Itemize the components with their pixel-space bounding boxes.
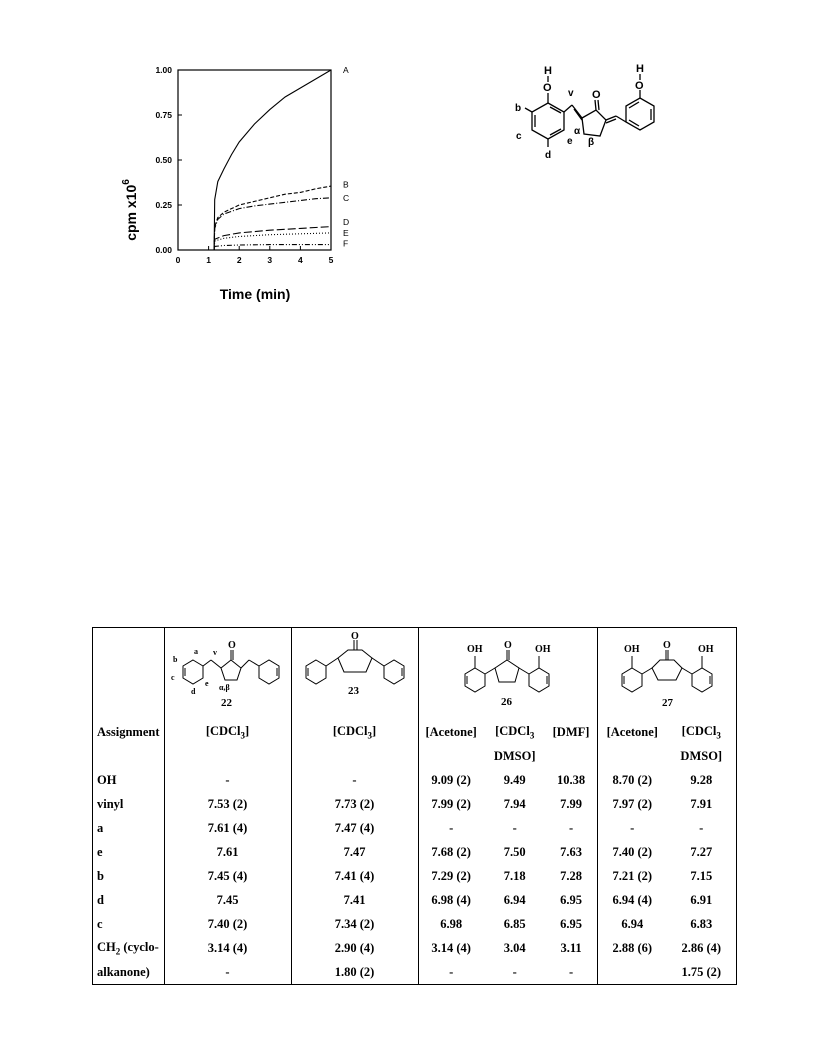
cell-c27b: 7.15 bbox=[690, 868, 713, 883]
y-tick-label: 0.75 bbox=[155, 110, 172, 120]
cell-c27a: - bbox=[597, 816, 667, 840]
y-axis-label: cpm $x10^6$ bbox=[121, 179, 139, 241]
left-aromatic-ring bbox=[532, 103, 564, 139]
table-row bbox=[93, 792, 737, 816]
solvent-23: [CDCl$_3$] bbox=[291, 720, 418, 744]
row-label: c bbox=[97, 916, 103, 931]
cell-c26c: 3.11 bbox=[560, 940, 582, 955]
row-label: alkanone) bbox=[97, 964, 150, 979]
cell-c23: 7.34 (2) bbox=[291, 912, 418, 936]
cyclopentanone-ring bbox=[582, 110, 606, 136]
svg-text:OH: OH bbox=[466, 644, 483, 655]
legend-label-B: B bbox=[343, 179, 349, 190]
cell-c27a: 7.21 (2) bbox=[597, 864, 667, 888]
cell-c26c: 7.28 bbox=[560, 868, 582, 883]
x-tick-label: 5 bbox=[328, 255, 334, 265]
cell-c22: 3.14 (4) bbox=[164, 936, 291, 960]
structure-26 bbox=[418, 628, 597, 721]
solvent-header-row-2 bbox=[93, 744, 737, 768]
cell-c23: - bbox=[291, 768, 418, 792]
label-b: b bbox=[515, 103, 522, 114]
cell-c26a: 3.14 (4) bbox=[418, 936, 484, 960]
table-row bbox=[93, 816, 737, 840]
atom-o-ketone: O bbox=[592, 89, 601, 101]
solvent-header-row bbox=[93, 720, 737, 744]
cell-c22: 7.61 bbox=[164, 840, 291, 864]
cell-c26a: - bbox=[418, 960, 484, 985]
series-line-C bbox=[178, 198, 331, 250]
x-tick-label: 3 bbox=[267, 255, 273, 265]
cell-c26a: 6.98 bbox=[418, 912, 484, 936]
x-tick-label: 2 bbox=[236, 255, 242, 265]
compound-number: 23 bbox=[347, 685, 359, 697]
structure-22 bbox=[164, 628, 291, 721]
row-label: d bbox=[97, 892, 104, 907]
cell-c26a: - bbox=[418, 816, 484, 840]
cell-c26b: 7.18 bbox=[503, 868, 526, 883]
solvent-26-dmf: [DMF] bbox=[552, 724, 590, 739]
label-c: c bbox=[516, 131, 522, 142]
compound-number: 26 bbox=[500, 696, 512, 708]
legend-label-A: A bbox=[343, 65, 349, 75]
cell-c27b: 7.27 bbox=[690, 844, 713, 859]
cell-c27a: 7.97 (2) bbox=[597, 792, 667, 816]
cell-c26b: 9.49 bbox=[503, 772, 526, 787]
series-line-A bbox=[178, 70, 331, 250]
cell-c23: 7.41 bbox=[291, 888, 418, 912]
table-row bbox=[93, 864, 737, 888]
structure-row bbox=[93, 628, 737, 721]
cell-c26a: 9.09 (2) bbox=[418, 768, 484, 792]
cell-c26c: 7.99 bbox=[560, 796, 582, 811]
atom-o-right: O bbox=[635, 80, 644, 92]
cell-c26b: 7.50 bbox=[503, 844, 526, 859]
atom-h-right: H bbox=[636, 63, 644, 75]
cell-c22: - bbox=[164, 768, 291, 792]
cell-c22: - bbox=[164, 960, 291, 985]
table-body bbox=[93, 768, 737, 985]
solvent-22: [CDCl$_3$] bbox=[164, 720, 291, 744]
legend-label-E: E bbox=[343, 227, 349, 238]
cell-c27b: 6.83 bbox=[690, 916, 713, 931]
x-tick-label: 4 bbox=[298, 255, 303, 265]
cell-c27b: 6.91 bbox=[690, 892, 713, 907]
right-aromatic-ring bbox=[626, 98, 654, 130]
solvent-26-dmso: DMSO] bbox=[493, 748, 536, 763]
svg-text:O: O bbox=[227, 640, 236, 651]
row-label: a bbox=[97, 820, 104, 835]
svg-text:e: e bbox=[204, 679, 209, 688]
cell-c23: 7.47 (4) bbox=[291, 816, 418, 840]
svg-text:d: d bbox=[190, 687, 195, 696]
cell-c23: 7.47 bbox=[291, 840, 418, 864]
legend-label-D: D bbox=[343, 217, 350, 228]
compound-number: 22 bbox=[220, 697, 232, 709]
label-beta: β bbox=[588, 137, 595, 148]
cell-c27a: 6.94 bbox=[597, 912, 667, 936]
cell-c27a: 8.70 (2) bbox=[597, 768, 667, 792]
cell-c27b: 7.91 bbox=[690, 796, 713, 811]
structure-23 bbox=[291, 628, 418, 721]
svg-text:OH: OH bbox=[534, 644, 551, 655]
compound-number: 27 bbox=[661, 697, 673, 709]
table-row bbox=[93, 840, 737, 864]
cell-c27b: - bbox=[699, 820, 704, 835]
solvent-27-dmso: DMSO] bbox=[680, 748, 723, 763]
svg-text:O: O bbox=[662, 640, 671, 651]
table-row bbox=[93, 960, 737, 985]
y-tick-label: 0.00 bbox=[155, 245, 172, 255]
nmr-shift-table bbox=[92, 627, 737, 985]
y-tick-label: 1.00 bbox=[155, 65, 172, 75]
row-label: vinyl bbox=[97, 796, 124, 811]
svg-text:O: O bbox=[350, 631, 359, 642]
legend-label-C: C bbox=[343, 192, 350, 203]
cell-c23: 7.73 (2) bbox=[291, 792, 418, 816]
cell-c22: 7.45 bbox=[164, 888, 291, 912]
table-row bbox=[93, 912, 737, 936]
cell-c22: 7.40 (2) bbox=[164, 912, 291, 936]
legend-label-F: F bbox=[343, 238, 349, 249]
y-tick-label: 0.50 bbox=[155, 155, 172, 165]
label-alpha: α bbox=[574, 126, 581, 137]
label-v: v bbox=[568, 88, 574, 99]
cell-c26c: 7.63 bbox=[560, 844, 582, 859]
cell-c26a: 7.29 (2) bbox=[418, 864, 484, 888]
cell-c26c: 10.38 bbox=[556, 772, 586, 787]
row-label: b bbox=[97, 868, 104, 883]
solvent-27-acetone: [Acetone] bbox=[597, 720, 667, 744]
table-row bbox=[93, 888, 737, 912]
svg-text:v: v bbox=[212, 648, 217, 657]
cell-c27a: 7.40 (2) bbox=[597, 840, 667, 864]
cell-c27a bbox=[597, 960, 667, 985]
y-tick-label: 0.25 bbox=[155, 200, 172, 210]
cell-c26b: - bbox=[512, 964, 517, 979]
cell-c26a: 7.68 (2) bbox=[418, 840, 484, 864]
cell-c26b: 7.94 bbox=[503, 796, 526, 811]
cell-c23: 7.41 (4) bbox=[291, 864, 418, 888]
series-line-F bbox=[178, 245, 331, 250]
svg-text:OH: OH bbox=[697, 644, 714, 655]
svg-text:a: a bbox=[193, 647, 198, 656]
label-e: e bbox=[567, 136, 573, 147]
atom-h-left: H bbox=[544, 65, 552, 77]
cell-c27b: 1.75 (2) bbox=[681, 964, 722, 979]
solvent-26-cdcl3: [CDCl$_3$ bbox=[495, 723, 535, 741]
cell-c26c: - bbox=[568, 964, 574, 979]
row-label: e bbox=[97, 844, 103, 859]
cell-c26c: 6.95 bbox=[560, 892, 582, 907]
table-row bbox=[93, 936, 737, 960]
x-axis-label: Time (min) bbox=[219, 286, 291, 302]
series-line-E bbox=[178, 233, 331, 250]
cell-c27b: 9.28 bbox=[690, 772, 713, 787]
svg-text:OH: OH bbox=[623, 644, 640, 655]
svg-text:b: b bbox=[172, 655, 177, 664]
row-label: $CH_2$ (cyclo- bbox=[97, 939, 159, 957]
svg-text:α,β: α,β bbox=[218, 683, 230, 692]
cell-c27b: 2.86 (4) bbox=[681, 940, 722, 955]
svg-text:c: c bbox=[170, 673, 175, 682]
assignment-header: Assignment bbox=[97, 724, 160, 739]
label-d: d bbox=[545, 150, 552, 161]
series-line-B bbox=[178, 186, 331, 250]
row-label: OH bbox=[97, 772, 117, 787]
cell-c26c: 6.95 bbox=[560, 916, 582, 931]
x-tick-label: 1 bbox=[206, 255, 211, 265]
cell-c26c: - bbox=[568, 820, 574, 835]
cell-c22: 7.61 (4) bbox=[164, 816, 291, 840]
plot-area bbox=[155, 65, 349, 265]
cell-c27a: 6.94 (4) bbox=[597, 888, 667, 912]
svg-text:O: O bbox=[503, 640, 512, 651]
cell-c22: 7.53 (2) bbox=[164, 792, 291, 816]
plot-frame bbox=[178, 70, 331, 250]
cell-c26a: 7.99 (2) bbox=[418, 792, 484, 816]
structure-27 bbox=[597, 628, 736, 721]
x-tick-label: 0 bbox=[175, 255, 181, 265]
kinetics-chart bbox=[118, 60, 358, 310]
atom-o-left: O bbox=[543, 82, 552, 94]
cell-c26b: - bbox=[512, 820, 517, 835]
cell-c26a: 6.98 (4) bbox=[418, 888, 484, 912]
cell-c23: 2.90 (4) bbox=[291, 936, 418, 960]
table-row bbox=[93, 768, 737, 792]
cell-c26b: 3.04 bbox=[503, 940, 526, 955]
solvent-26-acetone: [Acetone] bbox=[418, 720, 484, 744]
cell-c27a: 2.88 (6) bbox=[597, 936, 667, 960]
solvent-27-cdcl3: [CDCl$_3$ bbox=[681, 723, 721, 741]
curcumin-analog-structure bbox=[508, 60, 708, 190]
cell-c26b: 6.94 bbox=[503, 892, 526, 907]
cell-c23: 1.80 (2) bbox=[291, 960, 418, 985]
cell-c26b: 6.85 bbox=[503, 916, 526, 931]
cell-c22: 7.45 (4) bbox=[164, 864, 291, 888]
series-line-D bbox=[178, 227, 331, 250]
